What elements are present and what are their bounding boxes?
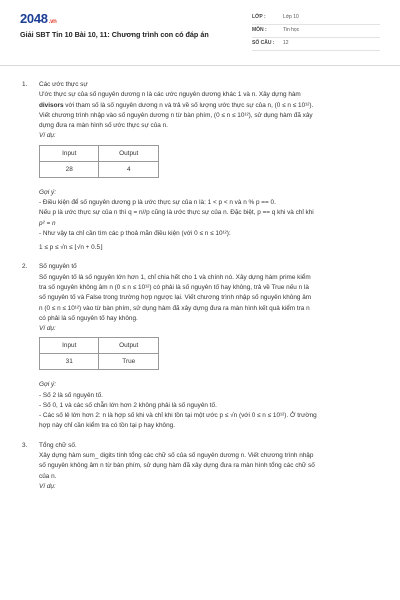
question-title: Tổng chữ số. [39,441,77,449]
document-body [20,80,382,501]
question-2 [20,262,382,430]
hint-label: Gợi ý: [39,381,57,389]
meta-key: LỚP : [252,14,266,21]
document-meta [252,12,380,51]
table-cell-output: 4 [99,161,159,177]
meta-key: SỐ CÂU : [252,40,275,47]
question-number: 3. [22,441,28,449]
meta-value: Lớp 10 [283,14,299,21]
question-text: số nguyên tố và False trong trường hợp ngược lại. Viết chương trình nhập số nguyên không âm [39,294,312,302]
hint-text: Nếu p là ước thực sự của n thì q = n//p cũng là ước thực sự của n. Đặc biệt, p == q khi và chỉ khi [39,209,314,217]
hint-text: - Số 2 là số nguyên tố. [39,391,103,399]
hint-text: - Điều kiện để số nguyên dương p là ước thực sự của n là: 1 < p < n và n % p == 0. [39,198,276,206]
table-header-output: Output [99,338,159,354]
meta-value: Tin học [283,27,300,34]
table-header-output: Output [99,145,159,161]
document-header [0,0,400,66]
question-3 [20,441,382,491]
table-header-input: Input [40,338,99,354]
hint-label: Gợi ý: [39,188,57,196]
question-text: dựng đưa ra màn hình số ước thực sự của n. [39,122,168,130]
document-title: Giải SBT Tin 10 Bài 10, 11: Chương trình con có đáp án [20,30,209,39]
question-text: Xây dựng hàm sum_ digits tính tổng các chữ số của số nguyên dương n. Viết chương trình nhập [39,452,314,460]
question-title: Số nguyên tố [39,263,77,271]
example-label: Ví dụ: [39,482,56,490]
question-number: 2. [22,263,28,271]
formula: 1 ≤ p ≤ √n ≤ ⌊√n + 0.5⌋ [39,244,103,252]
meta-key: MÔN : [252,27,267,34]
question-text: Viết chương trình nhập vào số nguyên dương n từ bàn phím, (0 ≤ n ≤ 10¹²), sử dụng hàm đã xây [39,111,313,119]
question-text: n (0 ≤ n ≤ 10¹²) vào từ bàn phím, sử dụng hàm đã xây dựng đưa ra màn hình kết quả kiểm tra n [39,304,310,312]
hint-text: - Số 0, 1 và các số chẵn lớn hơn 2 không phải là số nguyên tố. [39,401,217,409]
table-header-input: Input [40,145,99,161]
hint-text: - Như vậy ta chỉ cần tìm các p thoả mãn điều kiện (với 0 ≤ n ≤ 10¹²): [39,229,231,237]
table-cell-input: 31 [40,354,99,370]
example-table [39,145,159,178]
question-text: số nguyên không âm n từ bàn phím, sử dụng hàm đã xây dựng đưa ra màn hình tổng các chữ số [39,462,315,470]
question-1 [20,80,382,252]
example-label: Ví dụ: [39,132,56,140]
question-number: 1. [22,81,28,88]
question-text: tra số nguyên không âm n (0 ≤ n ≤ 10¹²) có phải là số nguyên tố hay không, trả về True nếu n là [39,283,309,291]
question-text: Ước thực sự của số nguyên dương n là các ước nguyên dương khác 1 và n. Xây dựng hàm [39,91,301,99]
table-row [40,354,159,370]
question-text: của n. [39,472,57,480]
question-text: có phải là số nguyên tố hay không. [39,314,138,322]
meta-row-subject [252,25,380,38]
table-header-row [40,338,159,354]
question-text: Số nguyên tố là số nguyên lớn hơn 1, chỉ chia hết cho 1 và chính nó. Xây dựng hàm prime kiểm [39,273,311,281]
meta-row-count [252,38,380,51]
example-label: Ví dụ: [39,325,56,333]
hint-text: p² = n [39,219,56,227]
hint-text: hợp này chỉ cần kiểm tra có tồn tại p hay không. [39,422,175,430]
function-name: divisors [39,101,64,109]
meta-value: 12 [283,40,289,47]
hint-text: - Các số lẻ lớn hơn 2: n là hợp số khi và chỉ khi tồn tại một ước p ≤ √n (với 0 ≤ n ≤ 10¹²). Ở trường [39,412,317,420]
meta-row-class [252,12,380,25]
table-row [40,161,159,177]
question-title: Các ước thực sự [39,81,88,88]
site-logo[interactable]: 2048.vn [20,11,57,26]
table-cell-output: True [99,354,159,370]
question-text: divisors với tham số là số nguyên dương n và trả về số lượng ước thực sự của n, (0 ≤ n ≤ 10¹²). [39,101,314,109]
table-header-row [40,145,159,161]
example-table [39,337,159,370]
table-cell-input: 28 [40,161,99,177]
